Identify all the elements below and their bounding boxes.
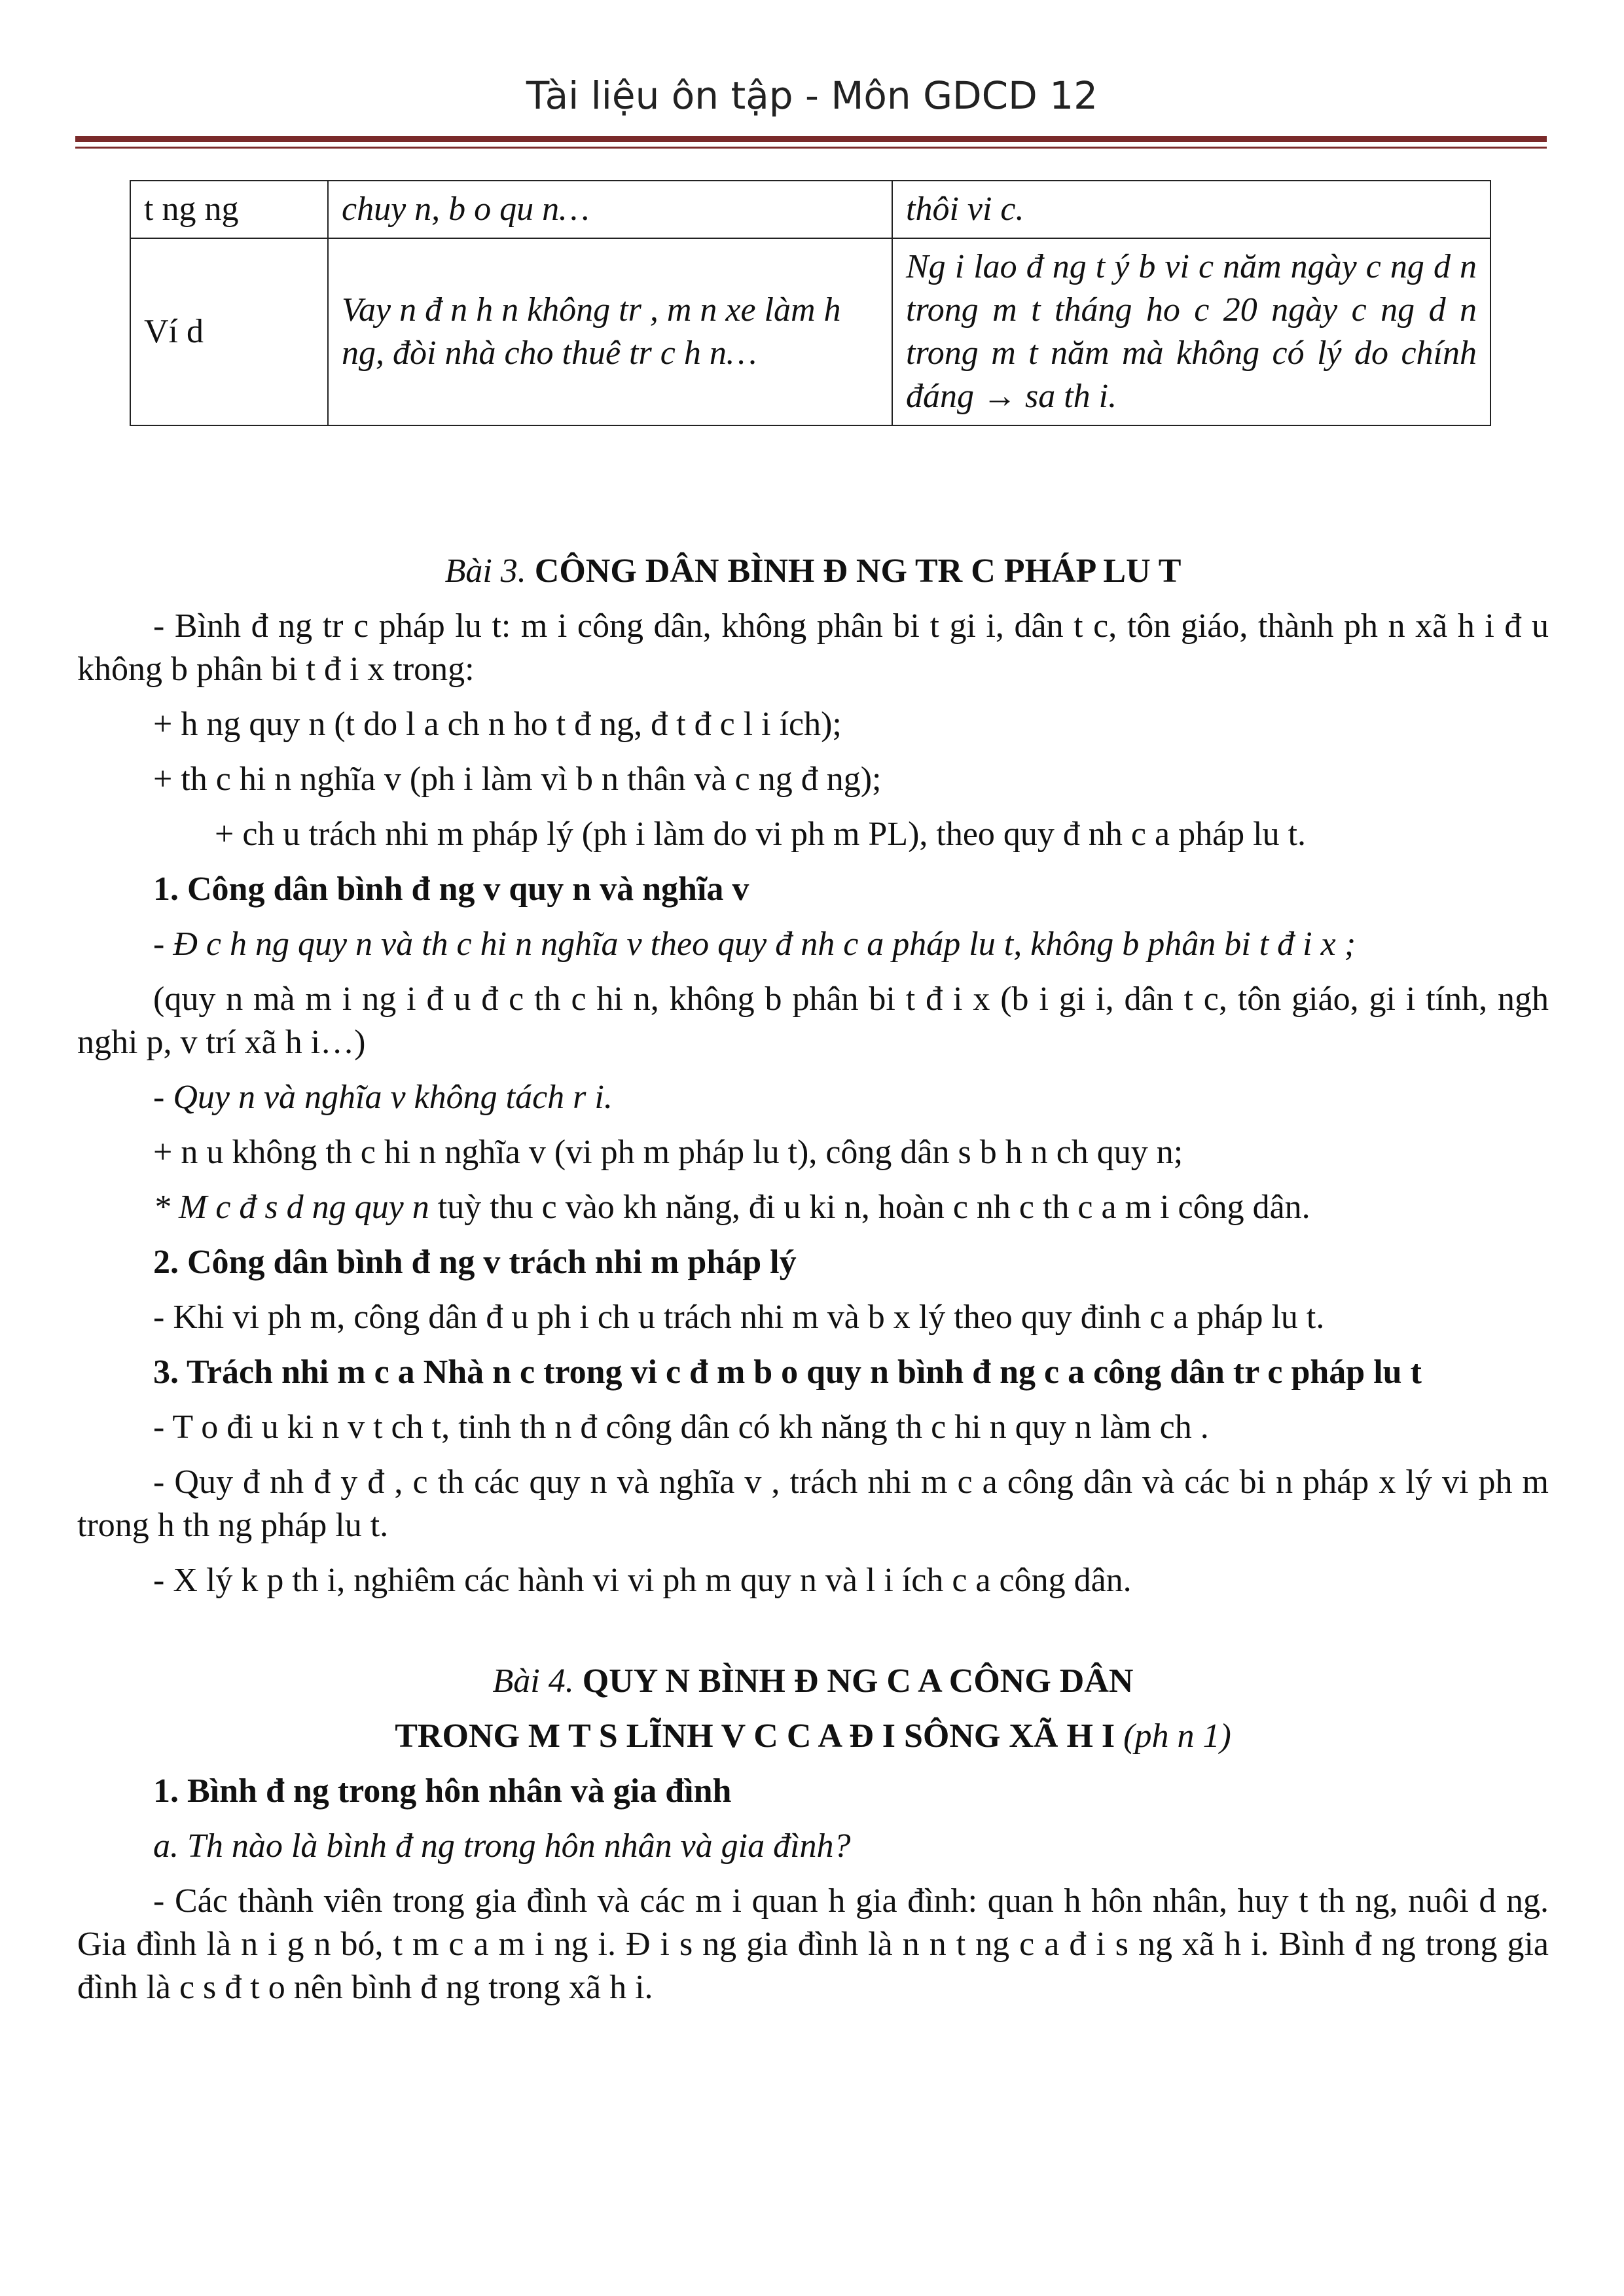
- paragraph: - Khi vi ph m, công dân đ u ph i ch u trách nhi m và b x lý theo quy đinh c a pháp lu t.: [153, 1299, 1325, 1336]
- lesson-4-prefix: Bài 4.: [492, 1662, 574, 1700]
- lesson-4-heading-line1: QUY N BÌNH Đ NG C A CÔNG DÂN: [582, 1662, 1134, 1700]
- lesson-3-heading: CÔNG DÂN BÌNH Đ NG TR C PHÁP LU T: [534, 552, 1182, 590]
- table-cell-label: Ví d: [130, 238, 328, 425]
- table-cell: chuy n, b o qu n…: [328, 181, 892, 238]
- section-heading: 1. Công dân bình đ ng v quy n và nghĩa v: [153, 870, 749, 908]
- paragraph: - T o đi u ki n v t ch t, tinh th n đ công dân có kh năng th c hi n quy n làm ch .: [153, 1408, 1209, 1446]
- emphasis-text: * M c đ s d ng quy n: [153, 1189, 429, 1226]
- paragraph-text: tuỳ thu c vào kh năng, đi u ki n, hoàn c nh c th c a m i công dân.: [429, 1189, 1310, 1226]
- section-heading: 2. Công dân bình đ ng v trách nhi m pháp lý: [153, 1244, 797, 1281]
- page-header-title: Tài liệu ôn tập - Môn GDCD 12: [526, 73, 1098, 118]
- lesson-4-part: (ph n 1): [1115, 1717, 1231, 1755]
- table-row: [130, 181, 1490, 238]
- paragraph: - Các thành viên trong gia đình và các m i quan h gia đình: quan h hôn nhân, huy t th ng, nuôi d ng. Gia đình là n i g n bó, t m c a m i ng i. Đ i s ng gia đình là n n t ng c a đ i s ng xã h i. Bình đ ng trong gia đình là c s đ t o nên bình đ ng trong xã h i.: [77, 1882, 1549, 2006]
- table-row: [130, 238, 1490, 425]
- lesson-4-title: [77, 1660, 1549, 1703]
- header-rule-thick: [75, 136, 1547, 142]
- paragraph: - X lý k p th i, nghiêm các hành vi vi ph m quy n và l i ích c a công dân.: [153, 1562, 1132, 1599]
- paragraph: - Quy đ nh đ y đ , c th các quy n và nghĩa v , trách nhi m c a công dân và các bi n pháp x lý vi ph m trong h th ng pháp lu t.: [77, 1463, 1549, 1544]
- table-cell-label: t ng ng: [130, 181, 328, 238]
- lesson-3-item: + h ng quy n (t do l a ch n ho t đ ng, đ t đ c l i ích);: [153, 706, 842, 743]
- comparison-table: [130, 180, 1491, 426]
- paragraph: - Đ c h ng quy n và th c hi n nghĩa v theo quy đ nh c a pháp lu t, không b phân bi t đ i x ;: [153, 925, 1356, 963]
- table-cell: thôi vi c.: [892, 181, 1490, 238]
- header-rule-thin: [75, 147, 1547, 149]
- lesson-4-title-line2: [77, 1715, 1549, 1758]
- document-body: [77, 550, 1549, 2021]
- lesson-3-item: + th c hi n nghĩa v (ph i làm vì b n thân và c ng đ ng);: [153, 761, 882, 798]
- sub-heading: a. Th nào là bình đ ng trong hôn nhân và gia đình?: [153, 1827, 851, 1865]
- paragraph: + n u không th c hi n nghĩa v (vi ph m pháp lu t), công dân s b h n ch quy n;: [153, 1134, 1183, 1171]
- lesson-3-intro: - Bình đ ng tr c pháp lu t: m i công dân, không phân bi t gi i, dân t c, tôn giáo, thành ph n xã h i đ u không b phân bi t đ i x trong:: [77, 607, 1549, 688]
- paragraph: [77, 1186, 1549, 1229]
- paragraph: - Quy n và nghĩa v không tách r i.: [153, 1079, 613, 1116]
- section-heading: 3. Trách nhi m c a Nhà n c trong vi c đ m b o quy n bình đ ng c a công dân tr c pháp lu t: [153, 1354, 1422, 1391]
- lesson-4-heading-line2: TRONG M T S LĨNH V C C A Đ I SÔNG XÃ H I: [395, 1717, 1115, 1755]
- paragraph: (quy n mà m i ng i đ u đ c th c hi n, không b phân bi t đ i x (b i gi i, dân t c, tôn giáo, gi i tính, ngh nghi p, v trí xã h i…): [77, 980, 1549, 1061]
- table-cell: Ng i lao đ ng t ý b vi c năm ngày c ng d n trong m t tháng ho c 20 ngày c ng d n trong m t năm mà không có lý do chính đáng → sa th i.: [892, 238, 1490, 425]
- lesson-3-prefix: Bài 3.: [444, 552, 526, 590]
- spacer: [77, 1614, 1549, 1660]
- lesson-3-item: + ch u trách nhi m pháp lý (ph i làm do vi ph m PL), theo quy đ nh c a pháp lu t.: [215, 816, 1307, 853]
- section-heading: 1. Bình đ ng trong hôn nhân và gia đình: [153, 1772, 732, 1810]
- table-cell: Vay n đ n h n không tr , m n xe làm h ng, đòi nhà cho thuê tr c h n…: [328, 238, 892, 425]
- lesson-3-title: [77, 550, 1549, 593]
